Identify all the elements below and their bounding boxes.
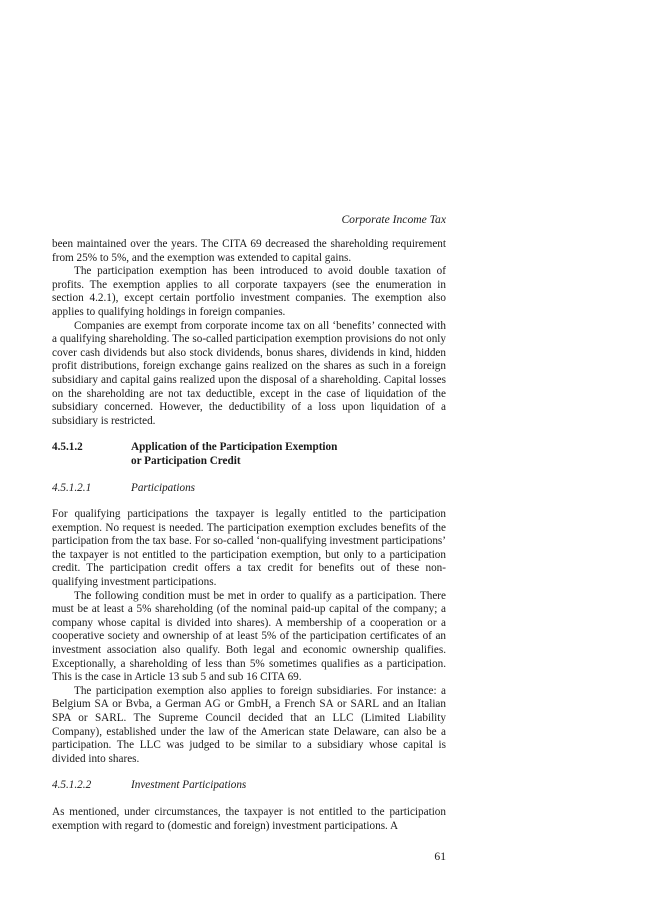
page-number: 61 (434, 850, 446, 863)
section-title-line-2: or Participation Credit (131, 454, 241, 467)
subsection-title: Participations (131, 481, 196, 494)
paragraph-intro-3: Companies are exempt from corporate income tax on all ‘benefits’ connected with a qualifying shareholding. The so-called participation exemption provisions do not only cover cash dividends but also stock dividends, bonus shares, dividends in kind, hidden profit distributions, foreign exchange gains realized on the shares as such in a foreign subsidiary and capital gains realized upon the disposal of a shareholding. Capital losses on the shareholding are not tax deductible, except in the case of liquidation of the subsidiary concerned. However, the deductibility of a loss upon liquidation of a subsidiary is restricted. (52, 319, 446, 427)
subsection-heading-investment-participations (52, 779, 446, 793)
subsection-number: 4.5.1.2.1 (52, 481, 92, 494)
paragraph-participations-1: For qualifying participations the taxpayer is legally entitled to the participation exemption. No request is needed. The participation exemption excludes benefits of the participation from the tax base. For so-called ‘non-qualifying investment participations’ the taxpayer is not entitled to the participation exemption, but only to a participation credit. The participation credit offers a tax credit for benefits out of these non-qualifying investment participations. (52, 508, 446, 589)
subsection-heading-participations (52, 482, 446, 496)
section-heading-4-5-1-2 (52, 441, 446, 468)
section-title-line-1: Application of the Participation Exemption (131, 441, 338, 454)
running-head: Corporate Income Tax (341, 213, 446, 226)
paragraph-intro-2: The participation exemption has been introduced to avoid double taxation of profits. The exemption applies to all corporate taxpayers (see the enumeration in section 4.2.1), except certain portfolio investment companies. The exemption also applies to qualifying holdings in foreign companies. (52, 265, 446, 318)
paragraph-intro-1: been maintained over the years. The CITA 69 decreased the shareholding requirement from 25% to 5%, and the exemption was extended to capital gains. (52, 238, 446, 264)
subsection-title: Investment Participations (131, 779, 247, 792)
document-page (52, 0, 446, 920)
page-content (52, 238, 446, 833)
section-number: 4.5.1.2 (52, 441, 83, 454)
paragraph-investment-1: As mentioned, under circumstances, the taxpayer is not entitled to the participation exemption with regard to (domestic and foreign) investment participations. A (52, 805, 446, 832)
paragraph-participations-2: The following condition must be met in order to qualify as a participation. There must be at least a 5% shareholding (of the nominal paid-up capital of the company; a company whose capital is divided into shares). A membership of a cooperation or a cooperative society and ownership of at least 5% of the participation certificates of an investment association also qualify. Both legal and economic ownership qualifies. Exceptionally, a shareholding of less than 5% sometimes qualifies as a participation. This is the case in Article 13 sub 5 and sub 16 CITA 69. (52, 589, 446, 684)
subsection-number: 4.5.1.2.2 (52, 779, 92, 792)
paragraph-participations-3: The participation exemption also applies to foreign subsidiaries. For instance: a Belgium SA or Bvba, a German AG or GmbH, a French SA or SARL and an Italian SPA or SARL. The Supreme Council decided that an LLC (Limited Liability Company), established under the law of the American state Delaware, can also be a participation. The LLC was judged to be similar to a subsidiary whose capital is divided into shares. (52, 684, 446, 765)
section-title (131, 441, 446, 468)
